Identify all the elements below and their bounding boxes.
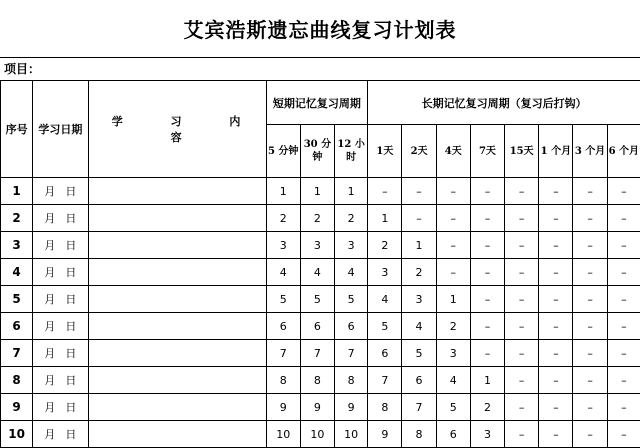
long-review-cell[interactable]: –	[470, 286, 504, 313]
date-day-label: 日	[65, 210, 76, 226]
row-date[interactable]	[33, 178, 88, 205]
long-review-cell[interactable]: –	[573, 232, 607, 259]
short-review-cell: 7	[300, 340, 334, 367]
long-review-cell[interactable]: 4	[436, 367, 470, 394]
long-review-cell[interactable]: –	[607, 367, 640, 394]
long-review-cell[interactable]: 3	[436, 340, 470, 367]
long-review-cell[interactable]: –	[470, 313, 504, 340]
header-short-col: 5 分钟	[266, 125, 300, 178]
long-review-cell[interactable]: –	[573, 259, 607, 286]
long-review-cell[interactable]: 1	[402, 232, 436, 259]
row-date[interactable]	[33, 394, 88, 421]
table-row	[1, 340, 640, 367]
short-review-cell: 2	[300, 205, 334, 232]
long-review-cell[interactable]: –	[539, 421, 573, 448]
long-review-cell[interactable]: –	[539, 394, 573, 421]
table-row	[1, 367, 640, 394]
row-content[interactable]	[88, 394, 266, 421]
long-review-cell[interactable]: –	[573, 340, 607, 367]
long-review-cell[interactable]: –	[539, 313, 573, 340]
header-long-col: 1天	[368, 125, 402, 178]
row-content[interactable]	[88, 259, 266, 286]
short-review-cell: 1	[266, 178, 300, 205]
date-day-label: 日	[65, 183, 76, 199]
long-review-cell[interactable]: 6	[436, 421, 470, 448]
long-review-cell[interactable]: –	[607, 286, 640, 313]
short-review-cell: 10	[266, 421, 300, 448]
long-review-cell[interactable]: –	[436, 178, 470, 205]
long-review-cell[interactable]: –	[505, 178, 539, 205]
date-month-label: 月	[44, 318, 55, 334]
long-review-cell[interactable]: 3	[402, 286, 436, 313]
long-review-cell[interactable]: 7	[402, 394, 436, 421]
long-review-cell[interactable]: –	[470, 340, 504, 367]
date-month-label: 月	[44, 237, 55, 253]
header-seq: 序号	[1, 81, 33, 178]
row-seq: 6	[1, 313, 33, 340]
long-review-cell[interactable]: –	[505, 340, 539, 367]
long-review-cell[interactable]: –	[505, 394, 539, 421]
short-review-cell: 5	[300, 286, 334, 313]
long-review-cell[interactable]: –	[505, 232, 539, 259]
table-row	[1, 286, 640, 313]
short-review-cell: 10	[300, 421, 334, 448]
row-content[interactable]	[88, 367, 266, 394]
short-review-cell: 8	[300, 367, 334, 394]
header-long-col: 6 个月	[607, 125, 640, 178]
long-review-cell[interactable]: –	[470, 259, 504, 286]
short-review-cell: 3	[300, 232, 334, 259]
row-content[interactable]	[88, 205, 266, 232]
long-review-cell[interactable]: 2	[436, 313, 470, 340]
long-review-cell[interactable]: –	[573, 313, 607, 340]
project-label: 项目：	[4, 60, 40, 77]
long-review-cell[interactable]: –	[607, 313, 640, 340]
table-row	[1, 313, 640, 340]
row-date[interactable]	[33, 205, 88, 232]
short-review-cell: 6	[300, 313, 334, 340]
long-review-cell[interactable]: 2	[402, 259, 436, 286]
row-date[interactable]	[33, 259, 88, 286]
long-review-cell[interactable]: –	[505, 205, 539, 232]
long-review-cell[interactable]: 2	[368, 232, 402, 259]
row-date[interactable]	[33, 313, 88, 340]
long-review-cell[interactable]: –	[607, 205, 640, 232]
row-content[interactable]	[88, 178, 266, 205]
header-long-col: 15天	[505, 125, 539, 178]
date-day-label: 日	[65, 399, 76, 415]
long-review-cell[interactable]: –	[505, 286, 539, 313]
row-content[interactable]	[88, 232, 266, 259]
header-long-col: 1 个月	[539, 125, 573, 178]
long-review-cell[interactable]: –	[402, 178, 436, 205]
date-day-label: 日	[65, 318, 76, 334]
long-review-cell[interactable]: 2	[470, 394, 504, 421]
short-review-cell: 4	[335, 259, 368, 286]
header-long-col: 2天	[402, 125, 436, 178]
short-review-cell: 9	[266, 394, 300, 421]
long-review-cell[interactable]: –	[607, 421, 640, 448]
long-review-cell[interactable]: 3	[368, 259, 402, 286]
long-review-cell[interactable]: –	[607, 259, 640, 286]
date-month-label: 月	[44, 345, 55, 361]
row-date[interactable]	[33, 367, 88, 394]
date-day-label: 日	[65, 291, 76, 307]
table-row	[1, 178, 640, 205]
long-review-cell[interactable]: 6	[368, 340, 402, 367]
table-row	[1, 259, 640, 286]
short-review-cell: 7	[335, 340, 368, 367]
date-month-label: 月	[44, 372, 55, 388]
long-review-cell[interactable]: 9	[368, 421, 402, 448]
header-short-col: 30 分钟	[300, 125, 334, 178]
date-month-label: 月	[44, 183, 55, 199]
long-review-cell[interactable]: 7	[368, 367, 402, 394]
long-review-cell[interactable]: –	[607, 394, 640, 421]
long-review-cell[interactable]: –	[505, 313, 539, 340]
header-short-group: 短期记忆复习周期	[266, 81, 368, 125]
long-review-cell[interactable]: 5	[368, 313, 402, 340]
long-review-cell[interactable]: –	[573, 367, 607, 394]
row-seq: 8	[1, 367, 33, 394]
long-review-cell[interactable]: –	[470, 232, 504, 259]
header-short-col: 12 小时	[335, 125, 368, 178]
long-review-cell[interactable]: –	[539, 286, 573, 313]
date-day-label: 日	[65, 237, 76, 253]
short-review-cell: 10	[335, 421, 368, 448]
row-seq: 4	[1, 259, 33, 286]
long-review-cell[interactable]: –	[539, 232, 573, 259]
long-review-cell[interactable]: –	[539, 178, 573, 205]
short-review-cell: 6	[335, 313, 368, 340]
long-review-cell[interactable]: –	[607, 232, 640, 259]
long-review-cell[interactable]: 6	[402, 367, 436, 394]
date-day-label: 日	[65, 264, 76, 280]
long-review-cell[interactable]: –	[470, 178, 504, 205]
long-review-cell[interactable]: –	[573, 286, 607, 313]
table-row	[1, 421, 640, 448]
short-review-cell: 1	[300, 178, 334, 205]
short-review-cell: 4	[300, 259, 334, 286]
short-review-cell: 9	[335, 394, 368, 421]
long-review-cell[interactable]: –	[539, 340, 573, 367]
long-review-cell[interactable]: –	[539, 205, 573, 232]
row-seq: 5	[1, 286, 33, 313]
row-content[interactable]	[88, 340, 266, 367]
short-review-cell: 2	[266, 205, 300, 232]
row-seq: 3	[1, 232, 33, 259]
short-review-cell: 3	[266, 232, 300, 259]
header-date: 学习日期	[33, 81, 88, 178]
header-long-col: 3 个月	[573, 125, 607, 178]
row-content[interactable]	[88, 421, 266, 448]
review-plan-table	[0, 80, 640, 448]
long-review-cell[interactable]: –	[470, 205, 504, 232]
table-row	[1, 394, 640, 421]
short-review-cell: 8	[266, 367, 300, 394]
long-review-cell[interactable]: 5	[436, 394, 470, 421]
long-review-cell[interactable]: –	[505, 367, 539, 394]
date-month-label: 月	[44, 291, 55, 307]
long-review-cell[interactable]: –	[573, 421, 607, 448]
long-review-cell[interactable]: 5	[402, 340, 436, 367]
long-review-cell[interactable]: –	[539, 367, 573, 394]
long-review-cell[interactable]: 8	[368, 394, 402, 421]
short-review-cell: 7	[266, 340, 300, 367]
short-review-cell: 4	[266, 259, 300, 286]
row-seq: 10	[1, 421, 33, 448]
long-review-cell[interactable]: 8	[402, 421, 436, 448]
row-date[interactable]	[33, 232, 88, 259]
long-review-cell[interactable]: –	[539, 259, 573, 286]
header-long-col: 4天	[436, 125, 470, 178]
row-seq: 9	[1, 394, 33, 421]
date-month-label: 月	[44, 399, 55, 415]
short-review-cell: 5	[266, 286, 300, 313]
row-content[interactable]	[88, 286, 266, 313]
date-day-label: 日	[65, 426, 76, 442]
short-review-cell: 5	[335, 286, 368, 313]
row-date[interactable]	[33, 421, 88, 448]
date-day-label: 日	[65, 372, 76, 388]
short-review-cell: 6	[266, 313, 300, 340]
date-month-label: 月	[44, 426, 55, 442]
table-row	[1, 205, 640, 232]
short-review-cell: 8	[335, 367, 368, 394]
long-review-cell[interactable]: 4	[402, 313, 436, 340]
short-review-cell: 1	[335, 178, 368, 205]
row-date[interactable]	[33, 286, 88, 313]
long-review-cell[interactable]: –	[573, 178, 607, 205]
long-review-cell[interactable]: –	[505, 421, 539, 448]
long-review-cell[interactable]: –	[607, 178, 640, 205]
short-review-cell: 3	[335, 232, 368, 259]
short-review-cell: 2	[335, 205, 368, 232]
long-review-cell[interactable]: 1	[368, 205, 402, 232]
row-seq: 1	[1, 178, 33, 205]
divider	[0, 57, 640, 58]
header-long-col: 7天	[470, 125, 504, 178]
date-month-label: 月	[44, 210, 55, 226]
long-review-cell[interactable]: –	[573, 205, 607, 232]
date-day-label: 日	[65, 345, 76, 361]
short-review-cell: 9	[300, 394, 334, 421]
long-review-cell[interactable]: 1	[470, 367, 504, 394]
row-seq: 7	[1, 340, 33, 367]
long-review-cell[interactable]: –	[573, 394, 607, 421]
row-seq: 2	[1, 205, 33, 232]
long-review-cell[interactable]: 4	[368, 286, 402, 313]
row-date[interactable]	[33, 340, 88, 367]
table-row	[1, 232, 640, 259]
long-review-cell[interactable]: –	[368, 178, 402, 205]
row-content[interactable]	[88, 313, 266, 340]
long-review-cell[interactable]: –	[402, 205, 436, 232]
header-content: 学 习 内 容	[88, 81, 266, 178]
long-review-cell[interactable]: 3	[470, 421, 504, 448]
long-review-cell[interactable]: –	[436, 205, 470, 232]
header-long-group: 长期记忆复习周期（复习后打钩）	[368, 81, 640, 125]
long-review-cell[interactable]: –	[607, 340, 640, 367]
date-month-label: 月	[44, 264, 55, 280]
page-title: 艾宾浩斯遗忘曲线复习计划表	[0, 0, 640, 56]
long-review-cell[interactable]: –	[436, 232, 470, 259]
long-review-cell[interactable]: 1	[436, 286, 470, 313]
long-review-cell[interactable]: –	[436, 259, 470, 286]
long-review-cell[interactable]: –	[505, 259, 539, 286]
